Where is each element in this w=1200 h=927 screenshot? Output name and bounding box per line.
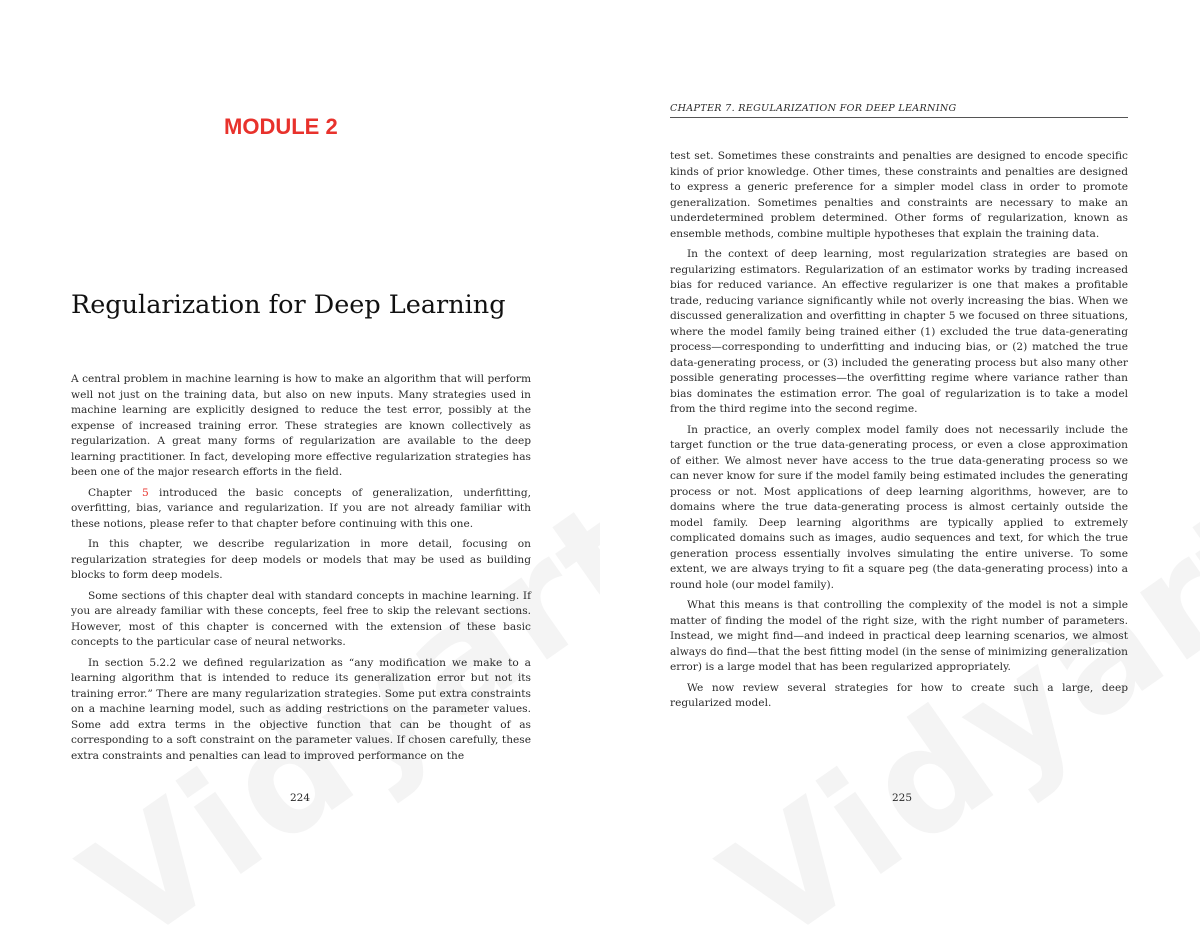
chapter-title: Regularization for Deep Learning (71, 290, 506, 320)
page-number: 224 (290, 792, 311, 804)
paragraph-text: introduced the basic concepts of generalization, underfitting, overfitting, bias, variance and regularization. If you are not already familiar with these notions, please refer to that chapter before continuing with this one. (71, 486, 532, 530)
paragraph: What this means is that controlling the complexity of the model is not a simple matter of finding the model of the right size, with the right number of parameters. Instead, we might find—and indeed in practical deep learning scenarios, we almost always do find—that the best fitting model (in the sense of minimizing generalization error) is a large model that has been regularized appropriately. (670, 599, 1128, 673)
paragraph (71, 486, 531, 533)
paragraph: A central problem in machine learning is how to make an algorithm that will perform well not just on the training data, but also on new inputs. Many strategies used in machine learning are explicitly designed to reduce the test error, possibly at the expense of increased training error. These strategies are known collectively as regularization. A great many forms of regularization are available to the deep learning practitioner. In fact, developing more effective regularization strategies has been one of the major research efforts in the field. (71, 373, 531, 478)
right-page (600, 0, 1200, 927)
module-title: MODULE 2 (224, 114, 338, 139)
paragraph: In the context of deep learning, most regularization strategies are based on regularizing estimators. Regularization of an estimator works by trading increased bias for reduced variance. An effective regularizer is one that makes a profitable trade, reducing variance significantly while not overly increasing the bias. When we discussed generalization and overfitting in chapter 5 we focused on three situations, where the model family being trained either (1) excluded the true data-generating process—corresponding to underfitting and inducing bias, or (2) matched the true data-generating process, or (3) included the generating process but also many other possible generating processes—the overfitting regime where variance rather than bias dominates the estimation error. The goal of regularization is to take a model from the third regime into the second regime. (670, 248, 1128, 415)
paragraph: test set. Sometimes these constraints and penalties are designed to encode specific kinds of prior knowledge. Other times, these constraints and penalties are designed to express a generic preference for a simpler model class in order to promote generalization. Sometimes penalties and constraints are necessary to make an underdetermined problem determined. Other forms of regularization, known as ensemble methods, combine multiple hypotheses that explain the training data. (670, 150, 1128, 240)
paragraph: In this chapter, we describe regularization in more detail, focusing on regularization strategies for deep models or models that may be used as building blocks to form deep models. (71, 538, 531, 581)
chapter-reference-link[interactable]: 5 (141, 486, 149, 499)
right-body-text (670, 149, 1128, 717)
paragraph-text: Chapter (88, 486, 142, 499)
paragraph: Some sections of this chapter deal with standard concepts in machine learning. If you are already familiar with these concepts, feel free to skip the relevant sections. However, most of this chapter is concerned with the extension of these basic concepts to the particular case of neural networks. (71, 589, 531, 648)
page-number: 225 (892, 792, 913, 804)
paragraph: In practice, an overly complex model family does not necessarily include the target function or the true data-generating process, or even a close approximation of either. We almost never have access to the true data-generating process so we can never know for sure if the model family being estimated includes the generating process or not. Most applications of deep learning algorithms, however, are to domains where the true data-generating process is almost certainly outside the model family. Deep learning algorithms are typically applied to extremely complicated domains such as images, audio sequences and text, for which the true generation process essentially involves simulating the entire universe. To some extent, we are always trying to fit a square peg (the data-generating process) into a round hole (our model family). (670, 423, 1128, 591)
paragraph: We now review several strategies for how to create such a large, deep regularized model. (670, 681, 1128, 709)
left-body-text (71, 372, 531, 769)
paragraph: In section 5.2.2 we defined regularization as “any modification we make to a learning algorithm that is intended to reduce its generalization error but not its training error.” There are many regularization strategies. Some put extra constraints on a machine learning model, such as adding restrictions on the parameter values. Some add extra terms in the objective function that can be thought of as corresponding to a soft constraint on the parameter values. If chosen carefully, these extra constraints and penalties can lead to improved performance on the (71, 656, 531, 762)
running-head: CHAPTER 7. REGULARIZATION FOR DEEP LEARNING (670, 102, 1128, 118)
